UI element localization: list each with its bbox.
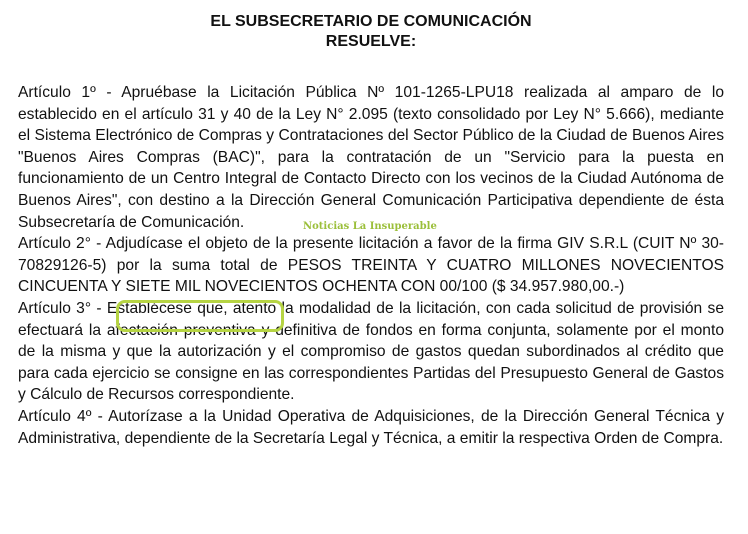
article-3: Artículo 3° - Establécese que, atento la modalidad de la licitación, con cada solicitud de provisión se efectuará la afectación preventiva y definitiva de fondos en forma conjunta, solamente por el monto de la misma y que la autorización y el compromiso de gastos quedan subordinados al crédito que para cada ejercicio se consigne en las correspondientes Partidas del Presupuesto General de Gastos y Cálculo de Recursos correspondiente.	[18, 299, 724, 404]
heading-spacer	[18, 52, 724, 82]
document-heading-resolve: RESUELVE:	[325, 33, 417, 50]
article-1: Artículo 1º - Apruébase la Licitación Pública Nº 101-1265-LPU18 realizada al amparo de lo establecido en el artículo 31 y 40 de la Ley N° 2.095 (texto consolidado por Ley N° 5.666), mediante el Sistema Electrónico de Compras y Contrataciones del Sector Público de la Ciudad de Buenos Aires "Buenos Aires Compras (BAC)", para la contratación de un "Servicio para la puesta en funcionamiento de un Centro Integral de Contacto Directo con los vecinos de la Ciudad Autónoma de Buenos Aires", con destino a la Dirección General Comunicación Participativa dependiente de ésta Subsecretaría de Comunicación.	[18, 84, 724, 231]
document-heading-title: EL SUBSECRETARIO DE COMUNICACIÓN	[210, 13, 532, 30]
watermark-text: Noticias La Insuperable	[303, 221, 437, 232]
article-4: Artículo 4º - Autorízase a la Unidad Operativa de Adquisiciones, de la Dirección General Técnica y Administrativa, dependiente de la Secretaría Legal y Técnica, a emitir la respectiva Orden de Compra.	[18, 407, 724, 447]
article-2: Artículo 2° - Adjudícase el objeto de la presente licitación a favor de la firma GIV S.R.L (CUIT Nº 30-70829126-5) por la suma total de PESOS TREINTA Y CUATRO MILLONES NOVECIENTOS CINCUENTA Y SIETE MIL NOVECIENTOS OCHENTA CON 00/100 ($ 34.957.980,00.-)	[18, 235, 724, 296]
